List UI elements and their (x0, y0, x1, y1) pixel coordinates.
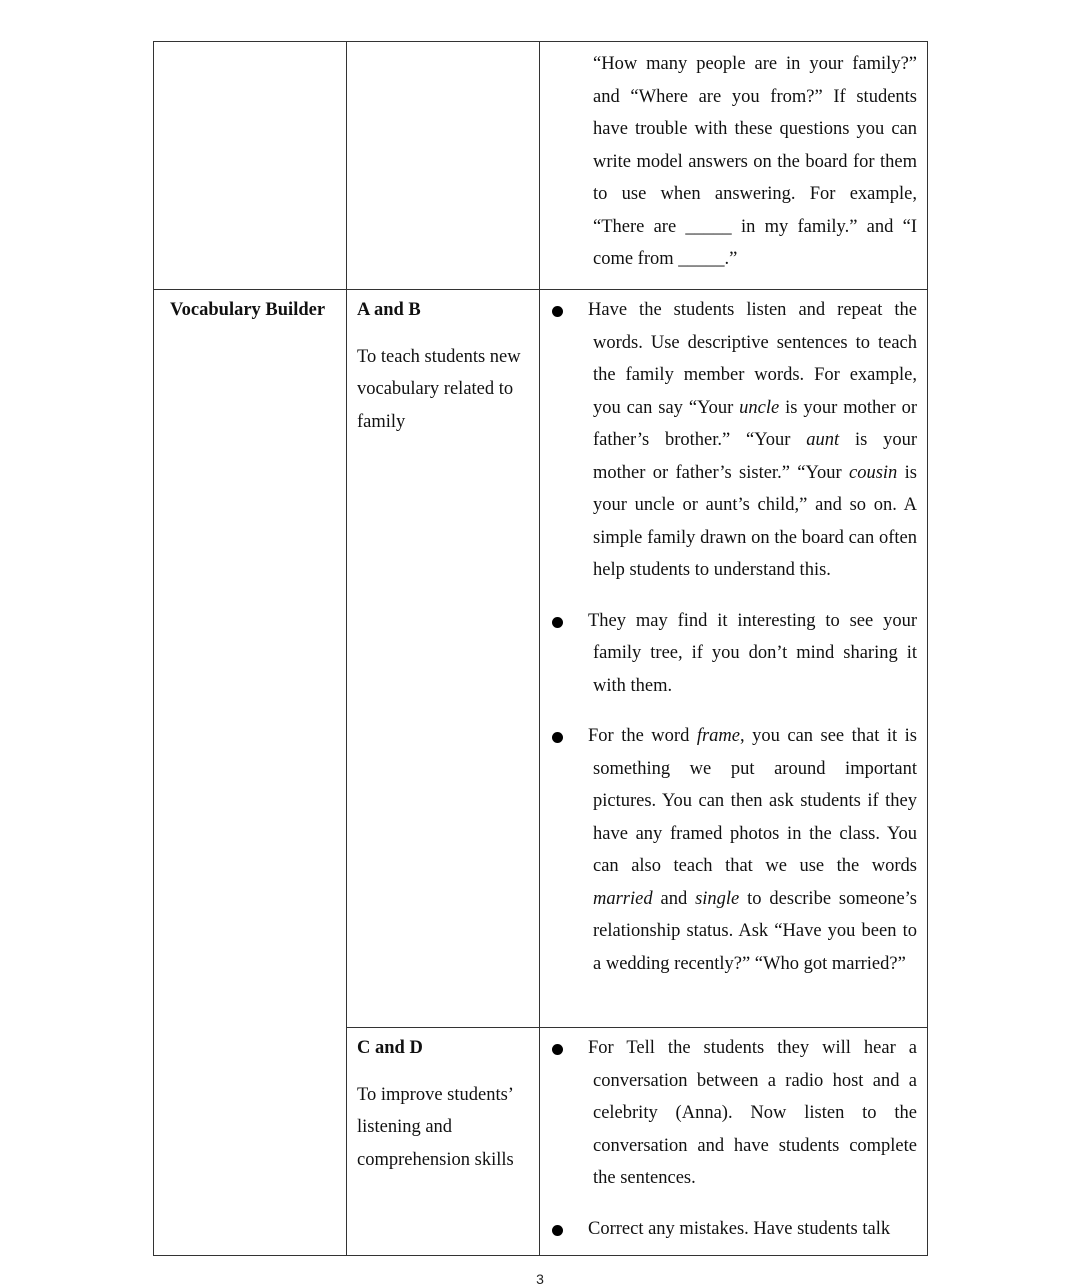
bullet-dot-icon (552, 1044, 563, 1055)
objective-cell (347, 290, 540, 1028)
objective-cell (347, 42, 540, 290)
bullet-item (540, 605, 917, 703)
bullet-item (540, 1213, 917, 1246)
bullet-item (540, 720, 917, 980)
page-number: 3 (536, 1271, 544, 1287)
italic-term: aunt (806, 430, 840, 450)
table-row (154, 290, 928, 1028)
lesson-plan-table (153, 41, 928, 1256)
bullet-text: For the word frame, you can see that it is something we put around important pictures. You can then ask students if they have any framed photos in the class. You can also teach that we use the words married and single to describe someone’s relationship status. Ask “Have you been to a wedding recently?” “Who got married?” (588, 726, 918, 974)
bullet-text: For Tell the students they will hear a conversation between a radio host and a celebrity (Anna). Now listen to the conversation and have students complete the sentences. (588, 1038, 917, 1188)
procedure-cell (540, 290, 928, 1028)
stage-cell (154, 290, 347, 1256)
objective-cell (347, 1028, 540, 1256)
italic-term: married (593, 888, 653, 909)
bullet-list (540, 1028, 927, 1255)
italic-term: frame (696, 726, 740, 746)
step-title: A and B (357, 300, 421, 320)
bullet-dot-icon (552, 306, 563, 317)
bullet-dot-icon (552, 732, 563, 743)
bullet-text: They may find it interesting to see your family tree, if you don’t mind sharing it with them. (588, 610, 917, 696)
bullet-text: Correct any mistakes. Have students talk (588, 1218, 891, 1239)
procedure-cell (540, 1028, 928, 1256)
italic-term: single (695, 888, 740, 909)
stage-cell (154, 42, 347, 290)
step-goal: To teach students new vocabulary related to family (357, 346, 521, 432)
bullet-dot-icon (552, 617, 563, 628)
bullet-item (540, 1032, 917, 1195)
italic-term: cousin (849, 462, 898, 483)
bullet-dot-icon (552, 1225, 563, 1236)
step-goal: To improve students’ listening and comprehension skills (357, 1084, 514, 1170)
step-title: C and D (357, 1038, 423, 1058)
bullet-list (540, 290, 927, 990)
italic-term: uncle (739, 397, 780, 418)
procedure-cell (540, 42, 928, 290)
bullet-text: Have the students listen and repeat the words. Use descriptive sentences to teach the family member words. For example, you can say “Your uncle is your mother or father’s brother.” “Your aunt is your mother or father’s sister.” “Your cousin is your uncle or aunt’s child,” and so on. A simple family drawn on the board can often help students to understand this. (588, 300, 918, 580)
table-row (154, 42, 928, 290)
continued-paragraph: “How many people are in your family?” and “Where are you from?” If students have trouble with these questions you can write model answers on the board for them to use when answering. For example, “There are _____ in my family.” and “I come from _____.” (593, 54, 917, 269)
stage-title: Vocabulary Builder (170, 300, 326, 320)
bullet-item (540, 294, 917, 587)
